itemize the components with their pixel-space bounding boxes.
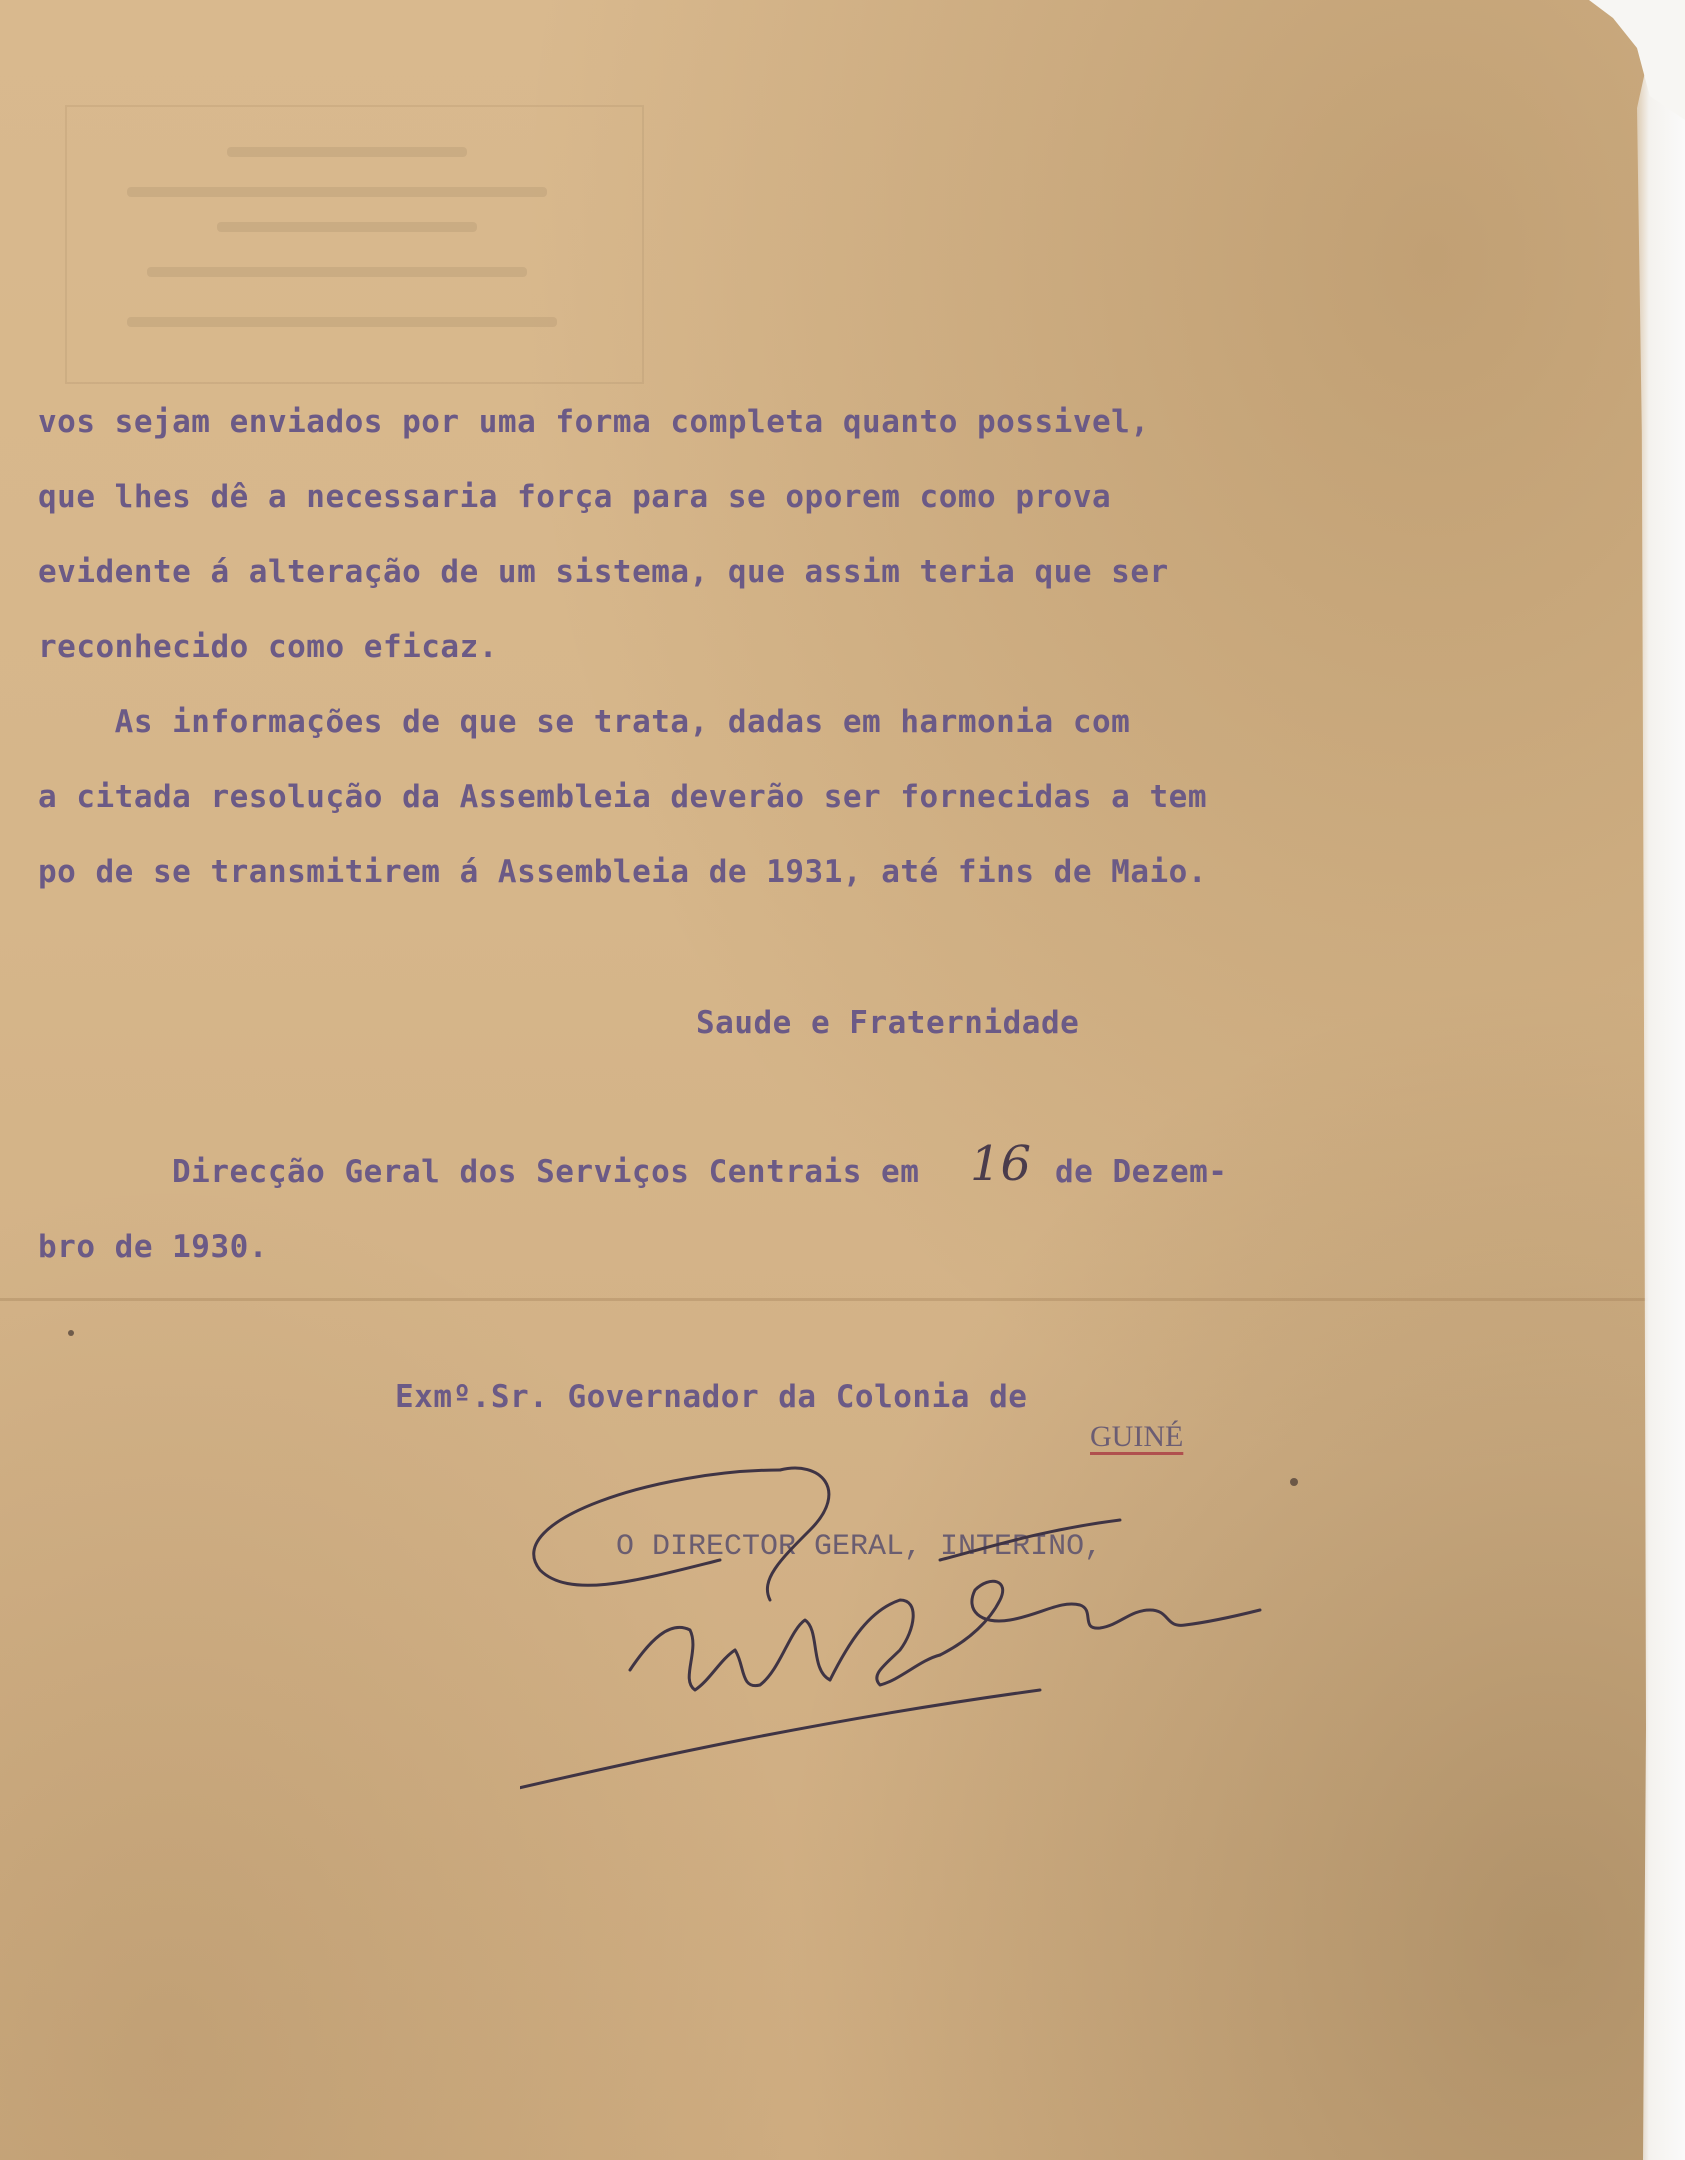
handwritten-signature [520, 1450, 1280, 1810]
addressee-colony: GUINÉ [1090, 1420, 1184, 1453]
signatory-title: O DIRECTOR GERAL, INTERINO, [616, 1530, 1103, 1564]
closing-salutation: Saude e Fraternidade [696, 1005, 1080, 1041]
letter-line-2: que lhes dê a necessaria força para se oporem como prova [38, 479, 1112, 515]
ink-speck [68, 1330, 74, 1336]
torn-right-edge [1625, 0, 1685, 2160]
addressee: Exmº.Sr. Governador da Colonia de [395, 1379, 1028, 1415]
date-line-prefix: Direcção Geral dos Serviços Centrais em [172, 1154, 920, 1190]
date-line-2: bro de 1930. [38, 1229, 268, 1265]
letter-line-6: a citada resolução da Assembleia deverão ser fornecidas a tem [38, 779, 1207, 815]
ink-speck [1290, 1478, 1298, 1486]
letter-line-7: po de se transmitirem á Assembleia de 1931, até fins de Maio. [38, 854, 1207, 890]
torn-corner [1525, 0, 1685, 120]
handwritten-date-day: 16 [970, 1136, 1032, 1192]
letter-line-3: evidente á alteração de um sistema, que assim teria que ser [38, 554, 1169, 590]
faint-stamp [65, 105, 644, 384]
letter-line-5: As informações de que se trata, dadas em harmonia com [38, 704, 1131, 740]
letter-line-1: vos sejam enviados por uma forma completa quanto possivel, [38, 404, 1150, 440]
paper-fold [0, 1298, 1685, 1301]
letter-line-4: reconhecido como eficaz. [38, 629, 498, 665]
date-line-suffix: de Dezem- [1055, 1154, 1228, 1190]
